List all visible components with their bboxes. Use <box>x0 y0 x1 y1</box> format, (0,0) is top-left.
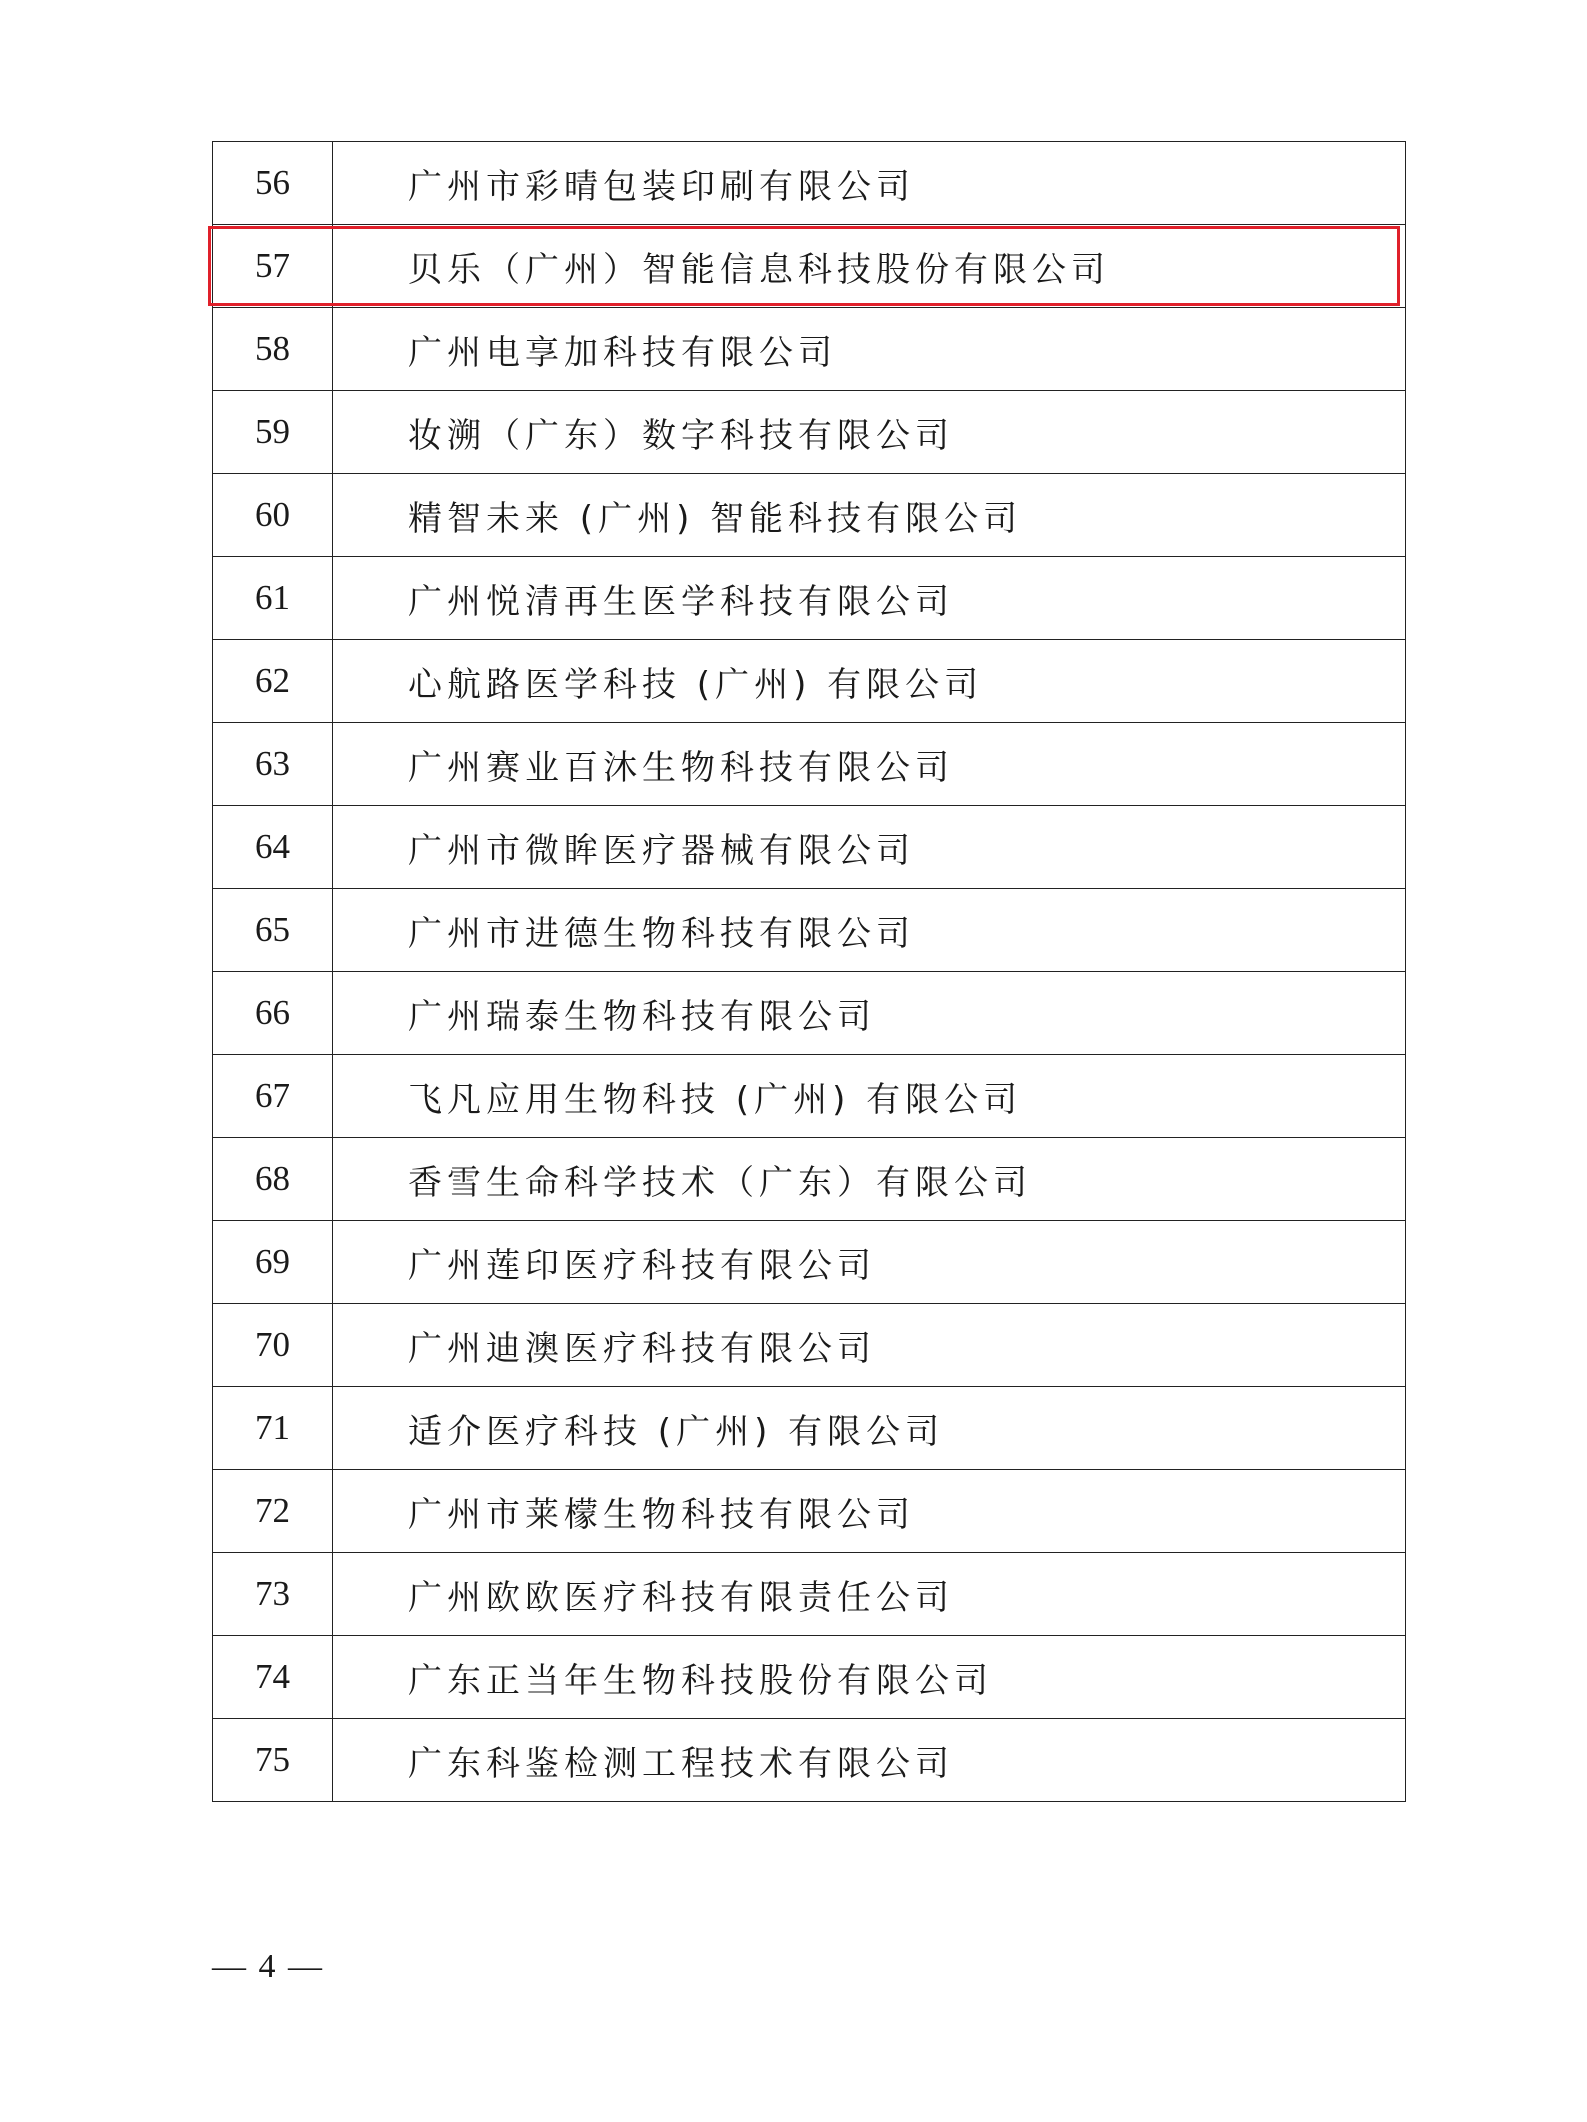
row-number: 69 <box>213 1221 333 1304</box>
table-row <box>213 1387 1406 1470</box>
row-number: 56 <box>213 142 333 225</box>
company-name: 妆溯（广东）数字科技有限公司 <box>333 391 1406 474</box>
table-row <box>213 806 1406 889</box>
table-row <box>213 1138 1406 1221</box>
table-row <box>213 889 1406 972</box>
table-row <box>213 1470 1406 1553</box>
row-number: 57 <box>213 225 333 308</box>
table-row <box>213 972 1406 1055</box>
company-name: 贝乐（广州）智能信息科技股份有限公司 <box>333 225 1406 308</box>
table-row <box>213 1719 1406 1802</box>
company-name: 飞凡应用生物科技 (广州) 有限公司 <box>333 1055 1406 1138</box>
company-name: 广州市微眸医疗器械有限公司 <box>333 806 1406 889</box>
company-name: 广州市进德生物科技有限公司 <box>333 889 1406 972</box>
table-row <box>213 1553 1406 1636</box>
company-name: 广州莲印医疗科技有限公司 <box>333 1221 1406 1304</box>
table-row <box>213 1055 1406 1138</box>
row-number: 64 <box>213 806 333 889</box>
company-name: 广州瑞泰生物科技有限公司 <box>333 972 1406 1055</box>
company-name: 广州悦清再生医学科技有限公司 <box>333 557 1406 640</box>
company-table-body <box>213 142 1406 1802</box>
company-name: 广东正当年生物科技股份有限公司 <box>333 1636 1406 1719</box>
table-row <box>213 225 1406 308</box>
row-number: 65 <box>213 889 333 972</box>
company-list-table <box>212 141 1406 1802</box>
table-row <box>213 1636 1406 1719</box>
company-name: 广州迪澳医疗科技有限公司 <box>333 1304 1406 1387</box>
row-number: 67 <box>213 1055 333 1138</box>
table-row <box>213 391 1406 474</box>
company-name: 广州电享加科技有限公司 <box>333 308 1406 391</box>
company-table-container <box>212 141 1406 1802</box>
company-name: 广州欧欧医疗科技有限责任公司 <box>333 1553 1406 1636</box>
table-row <box>213 640 1406 723</box>
row-number: 68 <box>213 1138 333 1221</box>
page-number: — 4 — <box>212 1948 324 1985</box>
row-number: 59 <box>213 391 333 474</box>
company-name: 精智未来 (广州) 智能科技有限公司 <box>333 474 1406 557</box>
company-name: 广东科鉴检测工程技术有限公司 <box>333 1719 1406 1802</box>
row-number: 66 <box>213 972 333 1055</box>
table-row <box>213 557 1406 640</box>
company-name: 适介医疗科技 (广州) 有限公司 <box>333 1387 1406 1470</box>
row-number: 71 <box>213 1387 333 1470</box>
table-row <box>213 142 1406 225</box>
company-name: 广州市彩晴包装印刷有限公司 <box>333 142 1406 225</box>
table-row <box>213 723 1406 806</box>
company-name: 心航路医学科技 (广州) 有限公司 <box>333 640 1406 723</box>
row-number: 72 <box>213 1470 333 1553</box>
row-number: 62 <box>213 640 333 723</box>
table-row <box>213 474 1406 557</box>
row-number: 61 <box>213 557 333 640</box>
row-number: 74 <box>213 1636 333 1719</box>
company-name: 香雪生命科学技术（广东）有限公司 <box>333 1138 1406 1221</box>
table-row <box>213 308 1406 391</box>
row-number: 63 <box>213 723 333 806</box>
row-number: 75 <box>213 1719 333 1802</box>
table-row <box>213 1221 1406 1304</box>
row-number: 60 <box>213 474 333 557</box>
row-number: 70 <box>213 1304 333 1387</box>
row-number: 73 <box>213 1553 333 1636</box>
row-number: 58 <box>213 308 333 391</box>
table-row <box>213 1304 1406 1387</box>
company-name: 广州赛业百沐生物科技有限公司 <box>333 723 1406 806</box>
company-name: 广州市莱檬生物科技有限公司 <box>333 1470 1406 1553</box>
